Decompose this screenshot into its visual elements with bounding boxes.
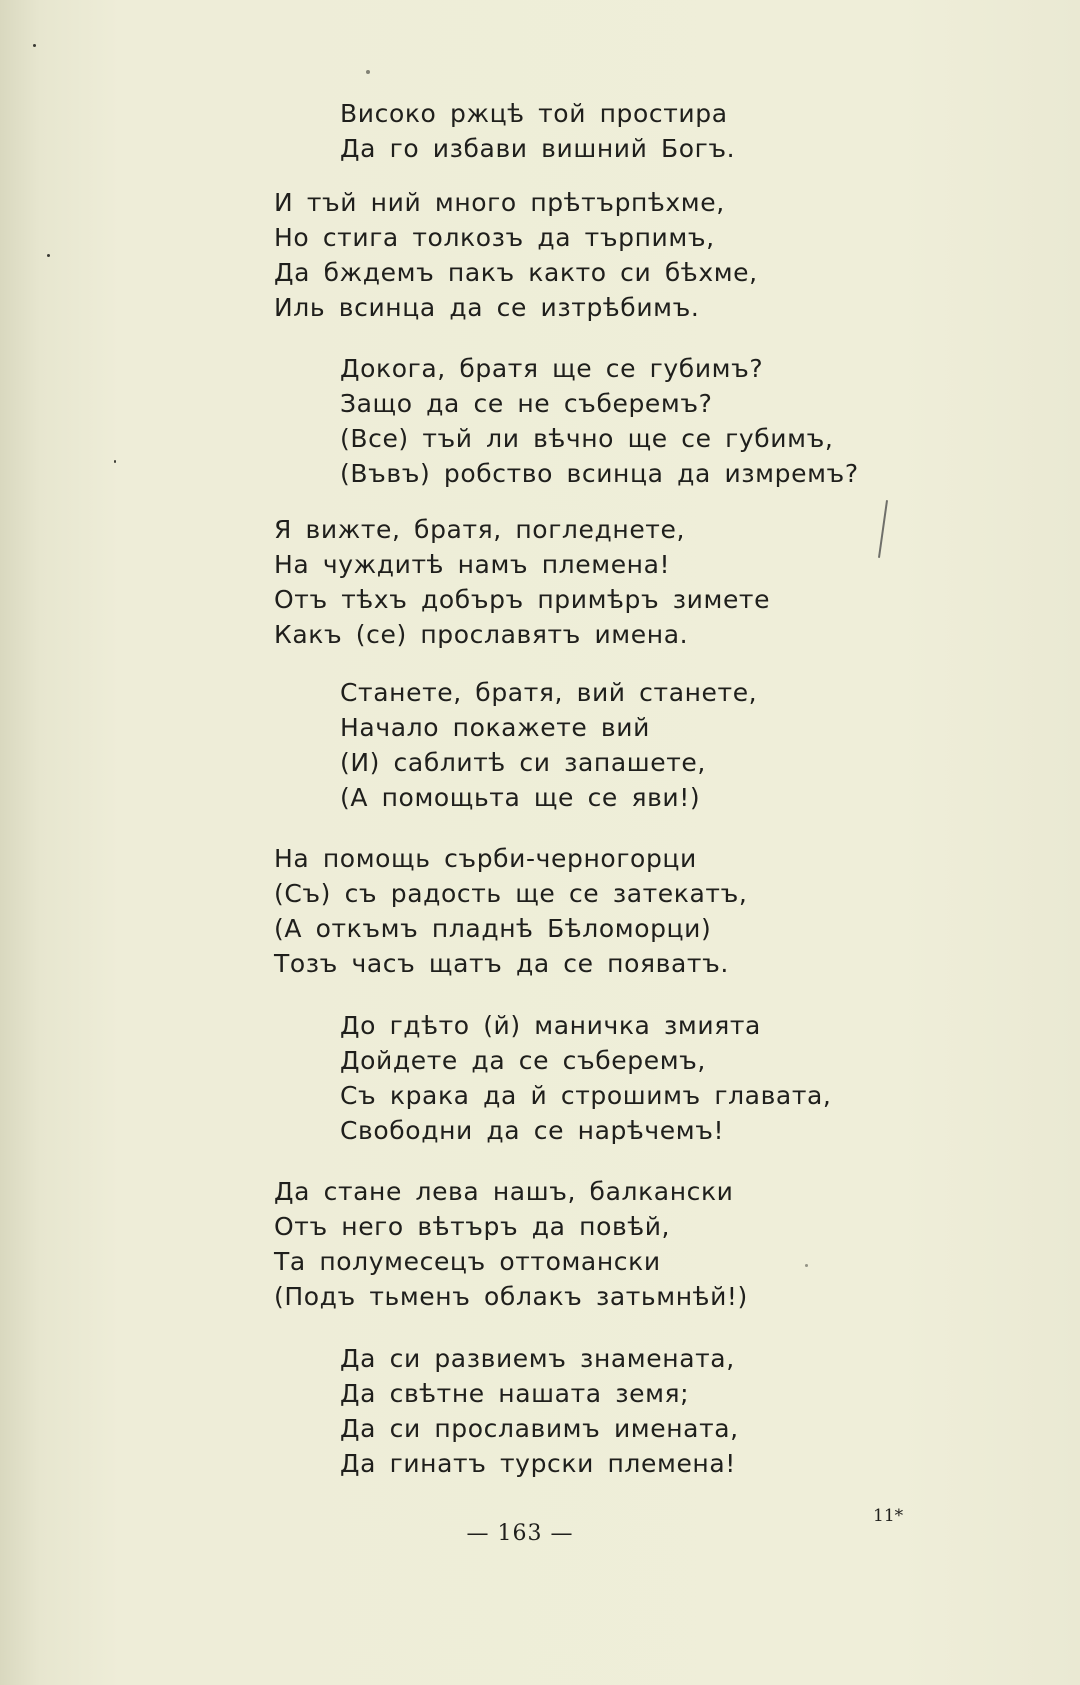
verse-line: Какъ (се) прославятъ имена. (274, 620, 689, 649)
verse-line: (И) саблитѣ си запашете, (340, 748, 706, 777)
verse-line: Да гинатъ турски племена! (340, 1449, 736, 1478)
verse-line: Да си развиемъ знамената, (340, 1344, 735, 1373)
verse-line: Начало покажете вий (340, 713, 650, 742)
dust-speck (366, 70, 370, 74)
verse-line: Съ крака да й строшимъ главата, (340, 1081, 832, 1110)
stanza-7 (340, 1008, 831, 1148)
verse-line: Докога, братя ще се губимъ? (340, 354, 764, 383)
verse-line: Тозъ часъ щатъ да се появатъ. (274, 949, 729, 978)
page-number: — 163 — (466, 1521, 574, 1546)
verse-line: На помощь сърби-черногорци (274, 844, 697, 873)
stanza-3 (340, 351, 859, 491)
verse-line: (Все) тъй ли вѣчно ще се губимъ, (340, 424, 834, 453)
verse-line: Но стига толкозъ да търпимъ, (274, 223, 715, 252)
dust-speck (33, 44, 36, 47)
verse-line: Я вижте, братя, погледнете, (274, 515, 685, 544)
dust-speck (47, 254, 50, 257)
verse-line: На чуждитѣ намъ племена! (274, 550, 671, 579)
stanza-2 (274, 185, 758, 325)
signature-mark: 11* (873, 1506, 904, 1526)
verse-line: (Съ) съ радость ще се затекатъ, (274, 879, 748, 908)
verse-line: Да стане лева нашъ, балкански (274, 1177, 734, 1206)
verse-line: Отъ него вѣтъръ да повѣй, (274, 1212, 671, 1241)
stanza-5 (340, 675, 757, 815)
verse-line: (Въвъ) робство всинца да измремъ? (340, 459, 859, 488)
verse-line: Да бждемъ пакъ както си бѣхме, (274, 258, 758, 287)
verse-line: Да свѣтне нашата земя; (340, 1379, 690, 1408)
verse-line: Да го избави вишний Богъ. (340, 134, 736, 163)
verse-line: Иль всинца да се изтрѣбимъ. (274, 293, 700, 322)
stanza-1 (340, 96, 735, 166)
verse-line: Да си прославимъ имената, (340, 1414, 739, 1443)
verse-line: (А помощьта ще се яви!) (340, 783, 701, 812)
stanza-8 (274, 1174, 748, 1314)
stanza-9 (340, 1341, 739, 1481)
verse-line: До гдѣто (й) маничка змията (340, 1011, 761, 1040)
verse-line: Свободни да се нарѣчемъ! (340, 1116, 725, 1145)
verse-line: И тъй ний много прѣтърпѣхме, (274, 188, 725, 217)
pencil-mark (878, 500, 888, 558)
stanza-4 (274, 512, 770, 652)
verse-line: (Подъ тьменъ облакъ затьмнѣй!) (274, 1282, 748, 1311)
verse-line: Защо да се не съберемъ? (340, 389, 713, 418)
verse-line: Та полумесецъ оттомански (274, 1247, 661, 1276)
verse-line: Станете, братя, вий станете, (340, 678, 758, 707)
stanza-6 (274, 841, 747, 981)
verse-line: Високо ржцѣ той простира (340, 99, 728, 128)
dust-speck (805, 1264, 808, 1267)
verse-line: (А откъмъ пладнѣ Бѣломорци) (274, 914, 712, 943)
verse-line: Дойдете да се съберемъ, (340, 1046, 706, 1075)
verse-line: Отъ тѣхъ добъръ примѣръ зимете (274, 585, 771, 614)
dust-speck (114, 460, 116, 463)
